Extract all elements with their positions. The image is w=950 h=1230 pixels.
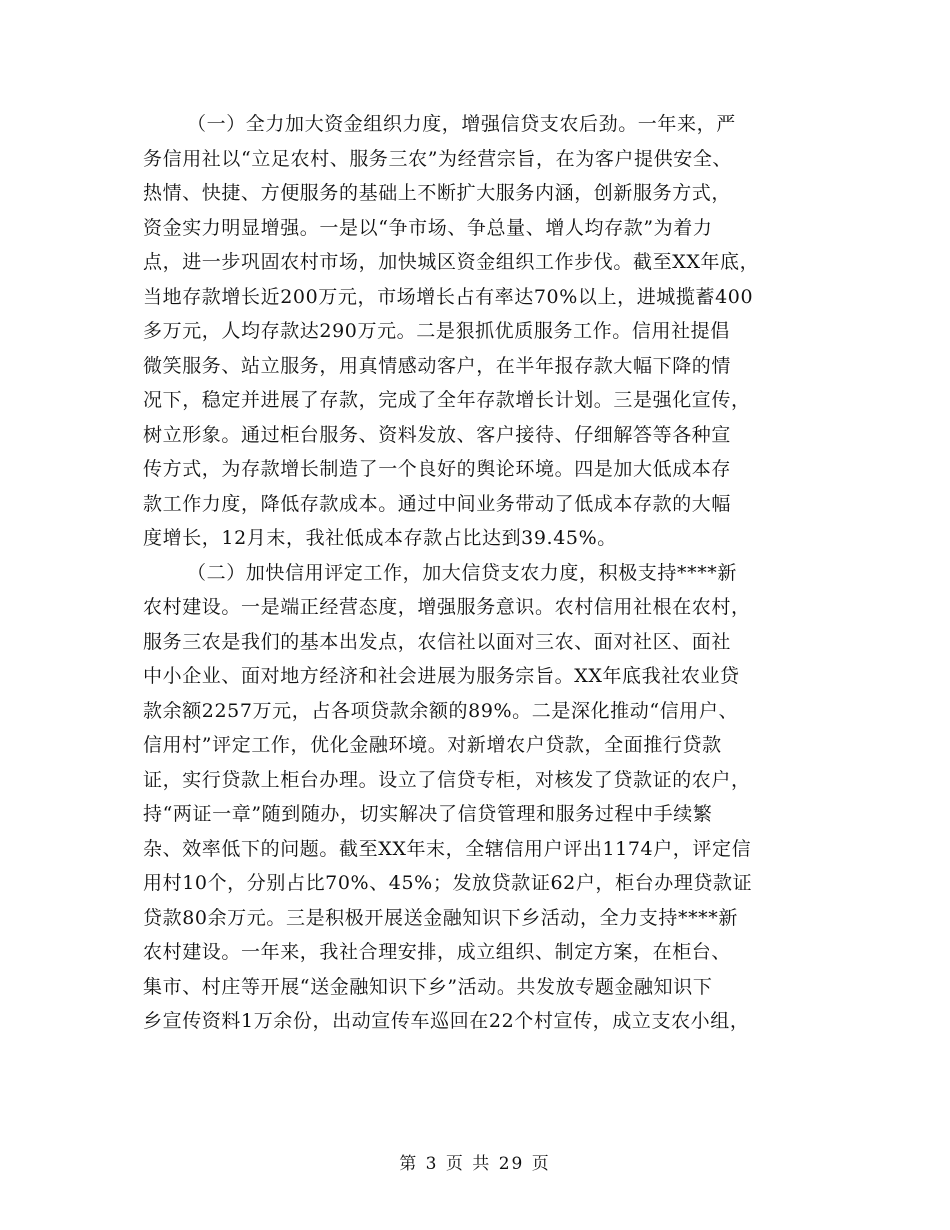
text-line: 服务三农是我们的基本出发点，农信社以面对三农、面对社区、面社	[143, 630, 732, 653]
text-line: 农村建设。一年来，我社合理安排，成立组织、制定方案，在柜台、	[143, 941, 732, 963]
text-line: 杂、效率低下的问题。截至XX年末，全辖信用户评出1174户，评定信	[143, 837, 752, 860]
text-line: （一）全力加大资金组织力度，增强信贷支农后劲。一年来，严	[187, 113, 736, 135]
text-line: 况下，稳定并进展了存款，完成了全年存款增长计划。三是强化宣传，	[143, 389, 751, 411]
text-line: 务信用社以“立足农村、服务三农”为经营宗旨，在为客户提供安全、	[143, 147, 733, 170]
text-line: 点，进一步巩固农村市场，加快城区资金组织工作步伐。截至XX年底，	[143, 251, 760, 273]
text-line: 信用村”评定工作，优化金融环境。对新增农户贷款，全面推行贷款	[143, 734, 722, 756]
text-line: 中小企业、面对地方经济和社会进展为服务宗旨。XX年底我社农业贷	[143, 665, 740, 687]
text-line: 树立形象。通过柜台服务、资料发放、客户接待、仔细解答等各种宣	[143, 423, 732, 446]
text-line: 资金实力明显增强。一是以“争市场、争总量、增人均存款”为着力	[143, 216, 713, 239]
text-line: 热情、快捷、方便服务的基础上不断扩大服务内涵，创新服务方式，	[143, 182, 732, 204]
text-line: 传方式，为存款增长制造了一个良好的舆论环境。四是加大低成本存	[143, 458, 732, 480]
paragraph-funds	[143, 107, 803, 556]
text-line: 证，实行贷款上柜台办理。设立了信贷专柜，对核发了贷款证的农户，	[143, 768, 751, 791]
text-line: （二）加快信用评定工作，加大信贷支农力度，积极支持****新	[187, 561, 738, 584]
text-line: 度增长，12月末，我社低成本存款占比达到39.45%。	[143, 527, 617, 549]
text-line: 当地存款增长近200万元，市场增长占有率达70%以上，进城揽蓄400	[143, 285, 754, 308]
body-text	[143, 107, 803, 1039]
page-number-footer: 第 3 页 共 29 页	[399, 1154, 551, 1174]
text-line: 微笑服务、站立服务，用真情感动客户，在半年报存款大幅下降的情	[143, 354, 732, 377]
text-line: 农村建设。一是端正经营态度，增强服务意识。农村信用社根在农村，	[143, 596, 751, 618]
paragraph-credit	[143, 556, 803, 1039]
text-line: 多万元，人均存款达290万元。二是狠抓优质服务工作。信用社提倡	[143, 320, 730, 342]
text-line: 款工作力度，降低存款成本。通过中间业务带动了低成本存款的大幅	[143, 492, 732, 515]
text-line: 持“两证一章”随到随办，切实解决了信贷管理和服务过程中手续繁	[143, 803, 713, 825]
text-line: 集市、村庄等开展“送金融知识下乡”活动。共发放专题金融知识下	[143, 975, 713, 998]
text-line: 贷款80余万元。三是积极开展送金融知识下乡活动，全力支持****新	[143, 906, 738, 929]
text-line: 乡宣传资料1万余份，出动宣传车巡回在22个村宣传，成立支农小组，	[143, 1010, 750, 1032]
text-line: 款余额2257万元，占各项贷款余额的89%。二是深化推动“信用户、	[143, 699, 739, 722]
text-line: 用村10个，分别占比70%、45%；发放贷款证62户，柜台办理贷款证	[143, 872, 753, 894]
